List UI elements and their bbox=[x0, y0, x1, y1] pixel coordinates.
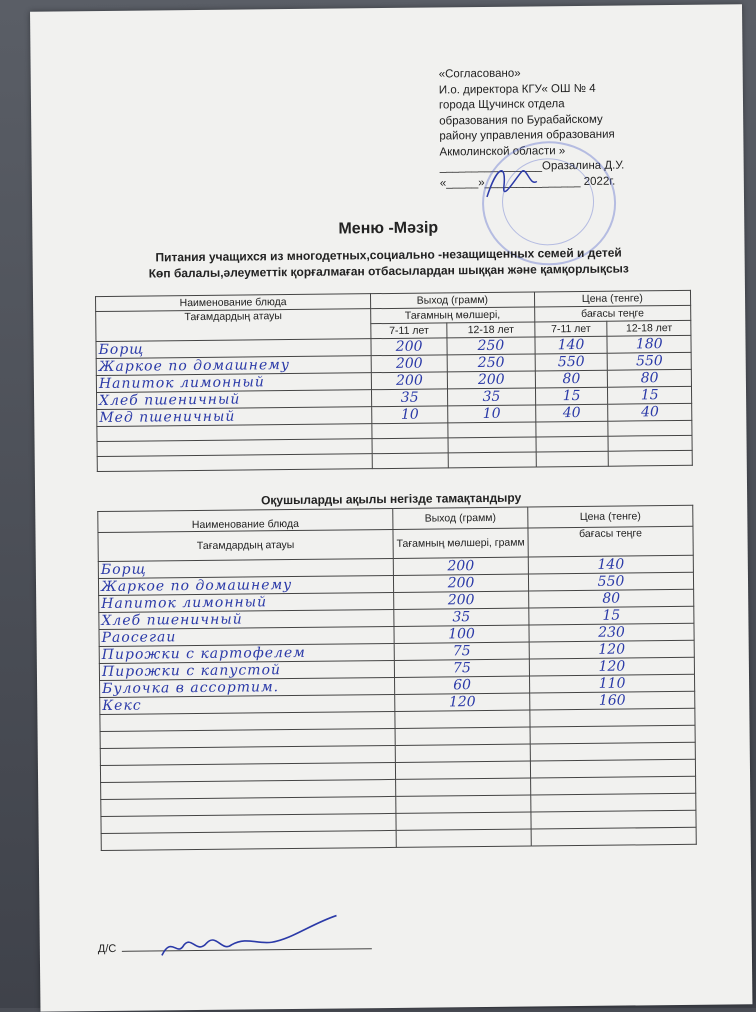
approval-line: «Согласовано» bbox=[438, 67, 521, 81]
subtitle-ru: Питания учащихся из многодетных,социально -незащищенных семей и детей bbox=[155, 245, 622, 265]
header-price-ru: Цена (тенге) bbox=[534, 290, 691, 307]
header-output-kz: Тағамның мөлшері, bbox=[371, 307, 535, 324]
cell: 35 bbox=[394, 608, 529, 626]
cell: 75 bbox=[394, 642, 529, 660]
dish-name: Напиток лимонный bbox=[99, 592, 394, 612]
cell: 140 bbox=[535, 336, 608, 354]
dish-name: Борщ bbox=[96, 339, 371, 359]
menu-table-paid bbox=[97, 505, 697, 851]
header-price-kz: бағасы теңге bbox=[528, 526, 693, 557]
dish-name: Напиток лимонный bbox=[96, 373, 371, 393]
dish-name: Булочка в ассортим. bbox=[100, 677, 395, 697]
subtitle-kz: Көп балалы,әлеуметтік қорғалмаған отбасылардан шыққан және қамқорлықсыз bbox=[148, 261, 629, 281]
cell: 15 bbox=[535, 387, 608, 405]
cell: 80 bbox=[529, 589, 694, 608]
cell: 200 bbox=[393, 557, 528, 575]
approval-line: Акмолинской области » bbox=[439, 144, 566, 158]
approval-line: району управления образования bbox=[439, 128, 615, 143]
dish-name: Пирожки с капустой bbox=[99, 660, 394, 680]
cell: 10 bbox=[448, 405, 536, 423]
cell: 250 bbox=[447, 354, 535, 372]
header-name-ru: Наименование блюда bbox=[98, 508, 393, 532]
section-title: Оқушыларды ақылы негізде тамақтандыру bbox=[260, 490, 522, 508]
approval-line: ________________Оразалина Д.У. bbox=[439, 159, 625, 174]
cell: 550 bbox=[608, 352, 692, 370]
cell: 10 bbox=[372, 406, 448, 424]
cell: 60 bbox=[395, 676, 530, 694]
header-output-kz: Тағамның мөлшері, грамм bbox=[393, 528, 528, 558]
cell: 180 bbox=[607, 335, 691, 353]
cell: 100 bbox=[394, 625, 529, 643]
approval-line: И.о. директора КГУ« ОШ № 4 bbox=[438, 82, 596, 96]
dish-name: Жаркое по домашнему bbox=[98, 575, 393, 595]
approval-line: города Щучинск отдела bbox=[438, 98, 565, 112]
cell: 40 bbox=[608, 403, 692, 421]
header-price-kz: бағасы теңге bbox=[534, 305, 691, 322]
approval-line: «_____»_______________ 2022г. bbox=[439, 175, 616, 189]
document-page bbox=[30, 4, 752, 1011]
cell: 80 bbox=[608, 369, 692, 387]
dish-name: Раосегаи bbox=[99, 626, 394, 646]
header-name-kz: Тағамдардың атауы bbox=[98, 529, 393, 561]
cell: 110 bbox=[530, 674, 695, 693]
cell: 35 bbox=[448, 388, 536, 406]
age-col: 7-11 лет bbox=[371, 323, 447, 339]
dish-name: Пирожки с картофелем bbox=[99, 643, 394, 663]
cell: 200 bbox=[394, 591, 529, 609]
dish-name: Борщ bbox=[98, 558, 393, 578]
cell: 200 bbox=[371, 338, 447, 356]
dish-name: Хлеб пшеничный bbox=[97, 390, 372, 410]
age-col: 7-11 лет bbox=[534, 321, 607, 337]
cell: 550 bbox=[535, 353, 608, 371]
dish-name: Кекс bbox=[100, 694, 395, 714]
dish-name: Хлеб пшеничный bbox=[99, 609, 394, 629]
cell: 120 bbox=[529, 640, 694, 659]
cell: 550 bbox=[528, 572, 693, 591]
signature-icon bbox=[121, 913, 371, 961]
header-output-ru: Выход (грамм) bbox=[393, 507, 528, 529]
cell: 80 bbox=[535, 370, 608, 388]
cell: 35 bbox=[371, 389, 447, 407]
cell: 120 bbox=[395, 693, 530, 711]
approval-line: образования по Бурабайскому bbox=[439, 113, 603, 127]
cell: 75 bbox=[394, 659, 529, 677]
cell: 15 bbox=[608, 386, 692, 404]
cell: 230 bbox=[529, 623, 694, 642]
cell: 200 bbox=[371, 355, 447, 373]
header-output-ru: Выход (грамм) bbox=[370, 292, 534, 309]
header-name-kz: Тағамдардың атауы bbox=[96, 309, 371, 342]
cell: 15 bbox=[529, 606, 694, 625]
menu-table-free bbox=[95, 290, 693, 472]
cell: 140 bbox=[528, 555, 693, 574]
cell: 200 bbox=[371, 372, 447, 390]
page-title: Меню -Мәзір bbox=[338, 219, 439, 238]
dish-name: Мед пшеничный bbox=[97, 407, 372, 427]
header-price-ru: Цена (тенге) bbox=[528, 505, 693, 528]
age-col: 12-18 лет bbox=[607, 320, 691, 336]
cell: 200 bbox=[447, 371, 535, 389]
age-col: 12-18 лет bbox=[447, 322, 535, 338]
cell: 40 bbox=[535, 404, 608, 422]
ds-label: Д/С bbox=[97, 942, 117, 956]
dish-name: Жаркое по домашнему bbox=[96, 356, 371, 376]
cell: 250 bbox=[447, 337, 535, 355]
cell: 120 bbox=[529, 657, 694, 676]
signature-icon bbox=[482, 156, 543, 207]
cell: 160 bbox=[530, 691, 695, 710]
header-name-ru: Наименование блюда bbox=[96, 294, 371, 312]
cell: 200 bbox=[393, 574, 528, 592]
